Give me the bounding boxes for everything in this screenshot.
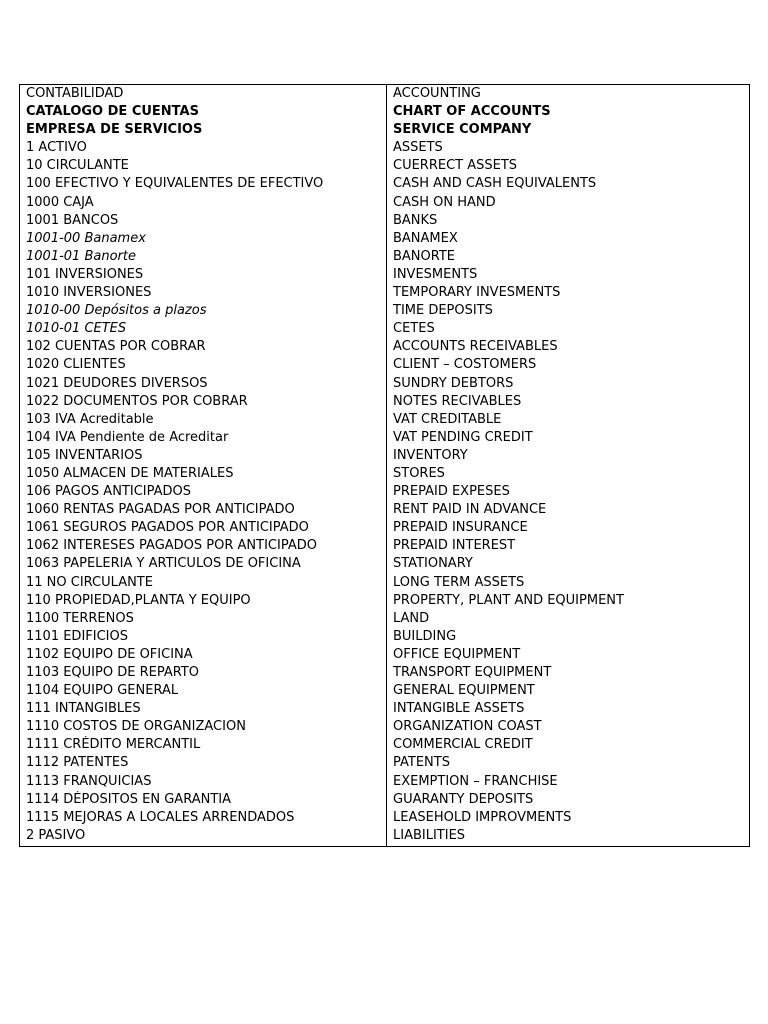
spanish-account-row: EMPRESA DE SERVICIOS — [26, 122, 203, 138]
spanish-account-row: 1021 DEUDORES DIVERSOS — [26, 375, 208, 391]
english-account-row: CLIENT – COSTOMERS — [393, 357, 537, 373]
spanish-account-row: 106 PAGOS ANTICIPADOS — [26, 484, 192, 500]
english-account-row: CHART OF ACCOUNTS — [393, 104, 551, 120]
english-account-row: ACCOUNTING — [393, 86, 481, 101]
english-account-row: ACCOUNTS RECEIVABLES — [393, 339, 558, 355]
spanish-account-row: 110 PROPIEDAD,PLANTA Y EQUIPO — [26, 592, 251, 608]
english-account-row: COMMERCIAL CREDIT — [393, 737, 533, 753]
english-account-row: BANKS — [393, 212, 438, 228]
spanish-account-row: 1102 EQUIPO DE OFICINA — [26, 646, 193, 662]
english-account-row: TIME DEPOSITS — [393, 303, 493, 319]
spanish-account-row: 1000 CAJA — [26, 194, 94, 210]
english-account-row: ASSETS — [393, 140, 443, 156]
english-account-row: LONG TERM ASSETS — [393, 574, 525, 590]
english-account-row: ORGANIZATION COAST — [393, 719, 542, 735]
english-account-row: LEASEHOLD IMPROVMENTS — [393, 809, 572, 825]
spanish-account-row: 1020 CLIENTES — [26, 357, 126, 373]
english-account-row: LAND — [393, 610, 430, 626]
spanish-account-row: 103 IVA Acreditable — [26, 411, 154, 427]
spanish-account-row: 1061 SEGUROS PAGADOS POR ANTICIPADO — [26, 520, 309, 536]
spanish-account-row: 1100 TERRENOS — [26, 610, 134, 626]
spanish-account-row: 1115 MEJORAS A LOCALES ARRENDADOS — [26, 809, 295, 825]
english-account-row: PREPAID INSURANCE — [393, 520, 528, 536]
english-account-row: SUNDRY DEBTORS — [393, 375, 514, 391]
english-account-row: VAT PENDING CREDIT — [393, 429, 533, 445]
english-account-row: RENT PAID IN ADVANCE — [393, 502, 547, 518]
spanish-account-row: 1062 INTERESES PAGADOS POR ANTICIPADO — [26, 538, 317, 554]
spanish-account-row: 1104 EQUIPO GENERAL — [26, 683, 179, 699]
english-account-row: CASH ON HAND — [393, 194, 496, 210]
spanish-account-row: 1101 EDIFICIOS — [26, 628, 128, 644]
english-account-row: STATIONARY — [393, 556, 473, 572]
spanish-account-row: 1010-00 Depósitos a plazos — [26, 303, 207, 319]
spanish-account-row: CATALOGO DE CUENTAS — [26, 104, 199, 120]
spanish-account-row: 11 NO CIRCULANTE — [26, 574, 153, 590]
spanish-column — [20, 85, 386, 846]
english-account-row: STORES — [393, 465, 445, 481]
english-account-row: TRANSPORT EQUIPMENT — [393, 665, 552, 680]
spanish-account-row: 104 IVA Pendiente de Acreditar — [26, 429, 229, 445]
spanish-account-row: 1010 INVERSIONES — [26, 285, 152, 301]
spanish-account-row: 1001-00 Banamex — [26, 230, 146, 246]
spanish-account-row: 102 CUENTAS POR COBRAR — [26, 339, 206, 355]
spanish-account-row: CONTABILIDAD — [26, 86, 124, 101]
spanish-account-row: 1060 RENTAS PAGADAS POR ANTICIPADO — [26, 502, 295, 518]
spanish-account-row: 105 INVENTARIOS — [26, 447, 143, 463]
spanish-account-row: 1001 BANCOS — [26, 212, 119, 228]
english-account-row: SERVICE COMPANY — [393, 122, 532, 138]
english-column — [386, 85, 749, 846]
english-account-row: PREPAID INTEREST — [393, 538, 516, 554]
spanish-account-row: 1103 EQUIPO DE REPARTO — [26, 665, 199, 680]
english-account-row: CUERRECT ASSETS — [393, 158, 518, 174]
spanish-account-row: 10 CIRCULANTE — [26, 158, 129, 174]
english-account-row: OFFICE EQUIPMENT — [393, 646, 521, 662]
english-account-row: PREPAID EXPESES — [393, 484, 510, 500]
chart-of-accounts-table — [19, 84, 750, 847]
english-account-row: NOTES RECIVABLES — [393, 393, 522, 409]
english-account-row: GUARANTY DEPOSITS — [393, 791, 534, 807]
spanish-account-row: 1110 COSTOS DE ORGANIZACION — [26, 719, 246, 735]
english-account-row: LIABILITIES — [393, 827, 466, 843]
english-account-row: INVENTORY — [393, 447, 468, 463]
spanish-account-row: 1114 DÉPOSITOS EN GARANTIA — [26, 791, 231, 807]
english-account-row: TEMPORARY INVESMENTS — [393, 285, 561, 301]
english-account-row: PATENTS — [393, 755, 450, 771]
english-account-row: PROPERTY, PLANT AND EQUIPMENT — [393, 592, 624, 608]
english-account-row: INVESMENTS — [393, 266, 478, 282]
spanish-account-row: 1022 DOCUMENTOS POR COBRAR — [26, 393, 248, 409]
spanish-account-row: 1010-01 CETES — [26, 321, 127, 337]
english-account-row: BANORTE — [393, 248, 456, 264]
spanish-account-row: 1113 FRANQUICIAS — [26, 773, 152, 789]
spanish-account-row: 2 PASIVO — [26, 827, 86, 843]
spanish-account-row: 111 INTANGIBLES — [26, 701, 141, 717]
english-account-row: EXEMPTION – FRANCHISE — [393, 773, 558, 789]
spanish-account-row: 1111 CRÉDITO MERCANTIL — [26, 737, 201, 753]
spanish-account-row: 1050 ALMACEN DE MATERIALES — [26, 465, 234, 481]
spanish-account-row: 1112 PATENTES — [26, 755, 129, 771]
english-account-row: BANAMEX — [393, 230, 458, 246]
english-account-row: GENERAL EQUIPMENT — [393, 683, 535, 699]
english-account-row: INTANGIBLE ASSETS — [393, 701, 525, 717]
english-account-row: BUILDING — [393, 628, 457, 644]
english-account-row: VAT CREDITABLE — [393, 411, 502, 427]
spanish-account-row: 100 EFECTIVO Y EQUIVALENTES DE EFECTIVO — [26, 176, 324, 192]
spanish-account-row: 101 INVERSIONES — [26, 266, 144, 282]
spanish-account-row: 1 ACTIVO — [26, 140, 87, 156]
english-account-row: CASH AND CASH EQUIVALENTS — [393, 176, 597, 192]
spanish-account-row: 1063 PAPELERIA Y ARTICULOS DE OFICINA — [26, 556, 301, 572]
english-account-row: CETES — [393, 321, 435, 337]
spanish-account-row: 1001-01 Banorte — [26, 248, 136, 264]
